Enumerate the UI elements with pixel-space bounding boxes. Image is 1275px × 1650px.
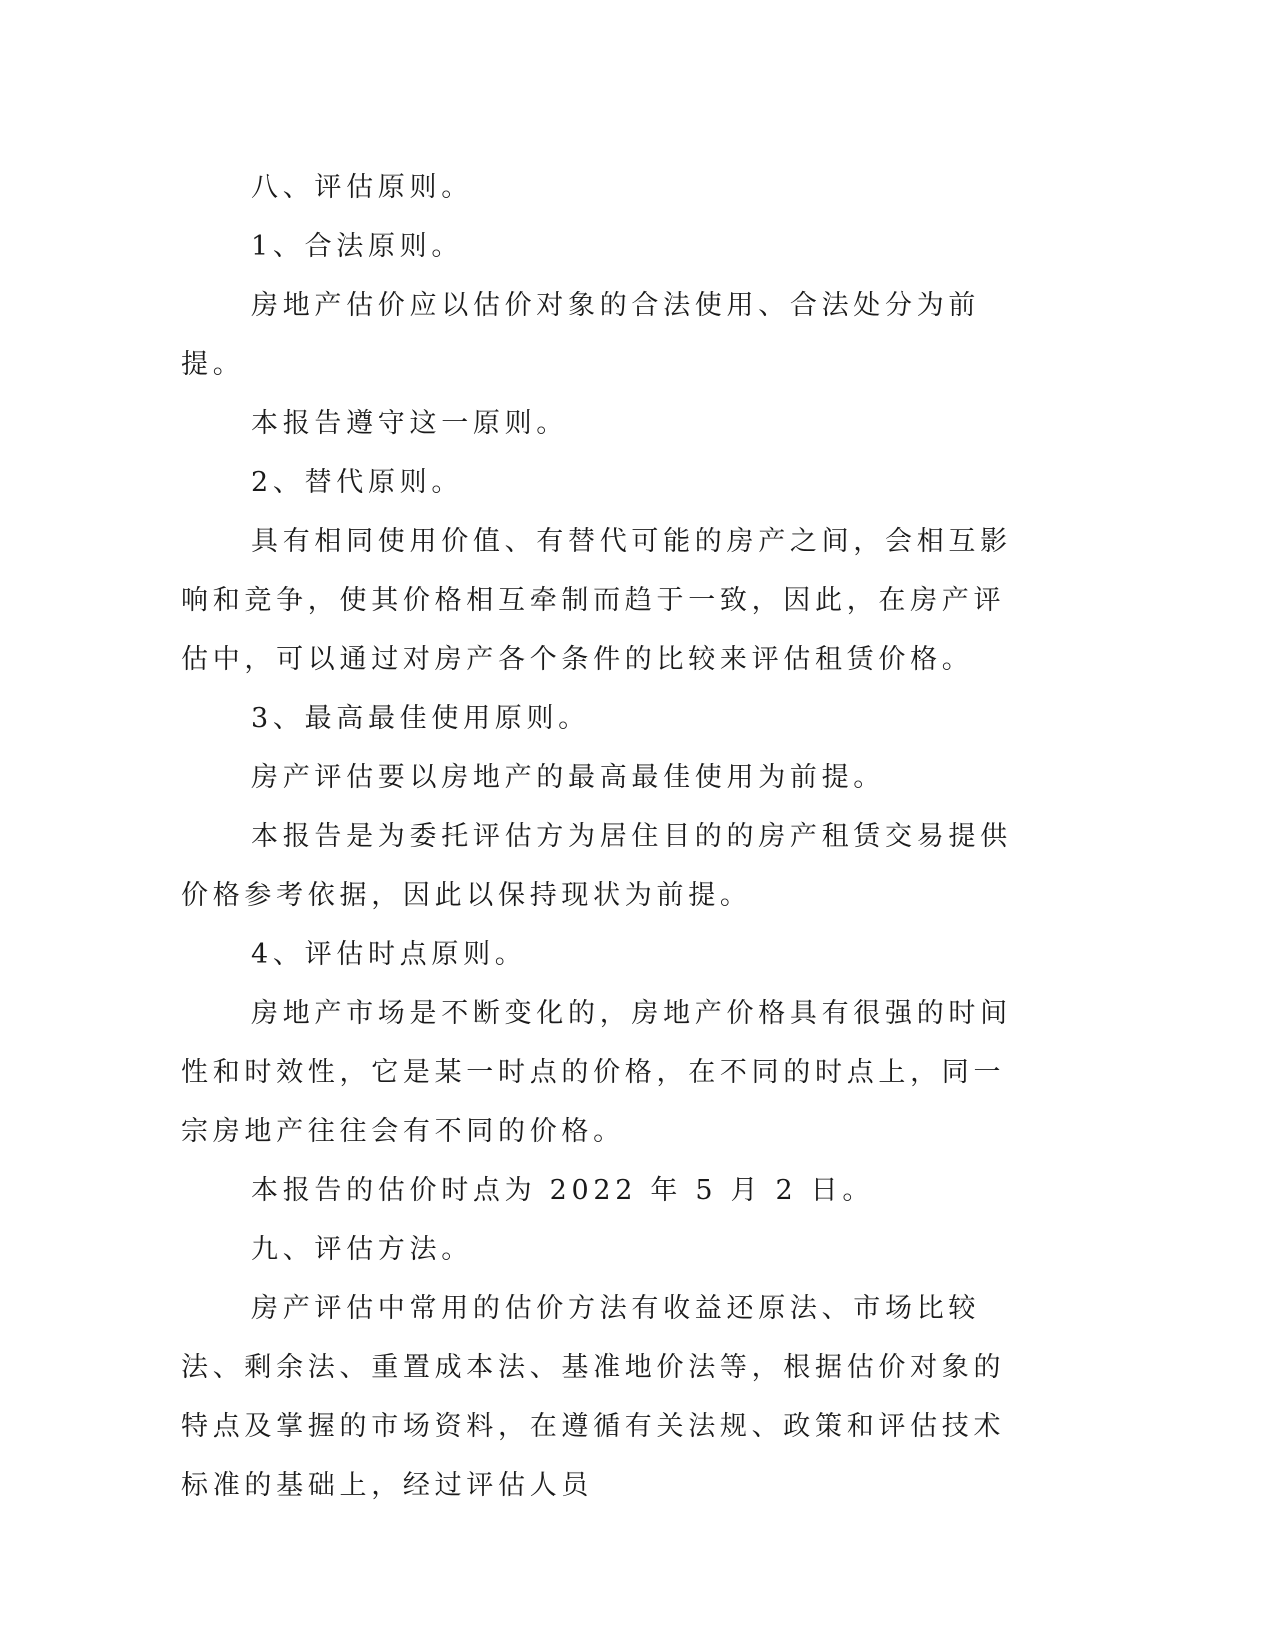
principle-2-heading: 2、替代原则。 [251,467,464,498]
section-heading-principles: 八、评估原则。 [251,172,473,203]
paragraph: 本报告遵守这一原则。 [251,408,568,439]
principle-3-heading: 3、最高最佳使用原则。 [251,703,590,734]
paragraph: 具有相同使用价值、有替代可能的房产之间，会相互影响和竞争，使其价格相互牵制而趋于一致，因此，在房产评估中，可以通过对房产各个条件的比较来评估租赁价格。 [181,526,1012,675]
document-body [181,158,1031,1515]
paragraph: 房地产估价应以估价对象的合法使用、合法处分为前提。 [181,290,981,380]
paragraph: 本报告是为委托评估方为居住目的的房产租赁交易提供价格参考依据，因此以保持现状为前提。 [181,821,1012,911]
principle-4-heading: 4、评估时点原则。 [251,939,527,970]
paragraph: 本报告的估价时点为 2022 年 5 月 2 日。 [251,1175,875,1206]
paragraph: 房地产市场是不断变化的，房地产价格具有很强的时间性和时效性，它是某一时点的价格，在不同的时点上，同一宗房地产往往会有不同的价格。 [181,998,1012,1147]
section-heading-methods: 九、评估方法。 [251,1234,473,1265]
paragraph: 房产评估中常用的估价方法有收益还原法、市场比较法、剩余法、重置成本法、基准地价法等，根据估价对象的特点及掌握的市场资料，在遵循有关法规、政策和评估技术标准的基础上，经过评估人员 [181,1293,1006,1501]
principle-1-heading: 1、合法原则。 [251,231,464,262]
paragraph: 房产评估要以房地产的最高最佳使用为前提。 [251,762,885,793]
